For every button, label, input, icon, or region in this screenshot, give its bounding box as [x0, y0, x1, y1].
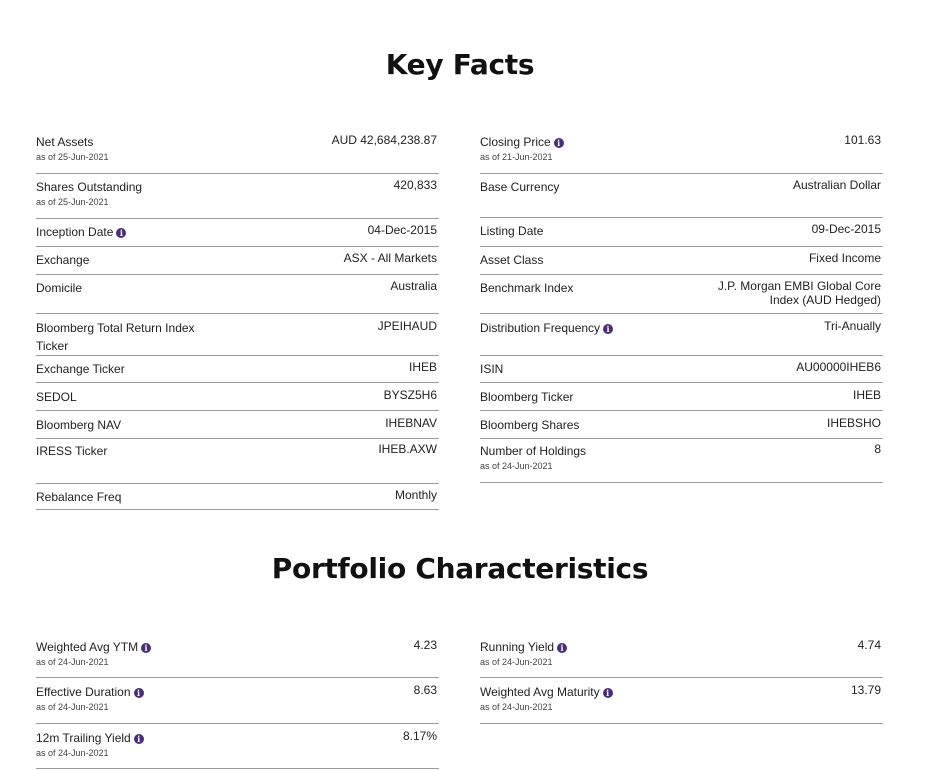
fact-value: 13.79 [850, 683, 881, 697]
fact-label: Rebalance Freq [36, 490, 122, 504]
as-of-date: as of 24-Jun-2021 [480, 657, 553, 667]
fact-row-weighted-avg-ytm [36, 638, 439, 678]
fact-label: Running Yield [480, 640, 555, 654]
fact-row-domicile [36, 279, 439, 314]
fact-value: Tri-Anually [824, 319, 881, 333]
fact-label: Effective Duration [36, 685, 131, 699]
as-of-date: as of 24-Jun-2021 [36, 748, 109, 758]
fact-label-group [480, 178, 730, 196]
fact-row-bloomberg-shares [480, 416, 883, 439]
fact-label: Number of Holdings [480, 444, 587, 458]
fact-label-group [36, 683, 286, 713]
fact-label-group [36, 360, 286, 378]
fact-label-group [36, 729, 286, 759]
portfolio-characteristics-title: Portfolio Characteristics [271, 552, 649, 585]
fact-row-shares-outstanding [36, 178, 439, 219]
fact-row-isin [480, 360, 883, 383]
fact-row-listing-date [480, 222, 883, 247]
fact-label-group [480, 638, 730, 668]
fact-label-group [480, 133, 730, 163]
as-of-date: as of 25-Jun-2021 [36, 197, 109, 207]
fact-label: Closing Price [480, 135, 551, 149]
key-facts-title: Key Facts [385, 48, 535, 81]
fact-label: Bloomberg Total Return Index Ticker [36, 321, 195, 353]
fact-label: Bloomberg NAV [36, 418, 122, 432]
fact-value: JPEIHAUD [377, 319, 437, 333]
fact-label: Exchange [36, 253, 90, 267]
fact-row-asset-class [480, 251, 883, 275]
fact-row-exchange [36, 251, 439, 275]
fact-value: 09-Dec-2015 [811, 222, 881, 236]
fact-label-group [480, 251, 730, 269]
fact-label-group [480, 279, 730, 297]
fact-label: Domicile [36, 281, 83, 295]
fact-value: IHEBNAV [385, 416, 437, 430]
fact-label: Shares Outstanding [36, 180, 143, 194]
fact-label-group [36, 133, 286, 163]
fact-value: Fixed Income [808, 251, 881, 265]
fact-row-inception-date [36, 223, 439, 247]
fact-value: Monthly [394, 488, 437, 502]
fact-value: 8 [874, 442, 881, 456]
fact-value: 101.63 [844, 133, 881, 147]
fact-row-bloomberg-total-return-index-ticker [36, 319, 439, 356]
info-icon[interactable]: i [134, 688, 144, 698]
fact-row-closing-price [480, 133, 883, 174]
fact-row-bloomberg-ticker [480, 388, 883, 411]
fact-label: ISIN [480, 362, 504, 376]
fact-row-distribution-frequency [480, 319, 883, 356]
fact-label-group [480, 683, 730, 713]
fact-label-group [36, 416, 286, 434]
info-icon[interactable]: i [603, 324, 613, 334]
fact-label-group [36, 638, 286, 668]
fact-label: IRESS Ticker [36, 444, 108, 458]
as-of-date: as of 24-Jun-2021 [480, 702, 553, 712]
fact-label: Exchange Ticker [36, 362, 125, 376]
fact-label-group [480, 416, 730, 434]
fact-value: 8.63 [413, 683, 437, 697]
as-of-date: as of 21-Jun-2021 [480, 152, 553, 162]
fact-label: Inception Date [36, 225, 114, 239]
fact-value: AU00000IHEB6 [796, 360, 881, 374]
fact-row-running-yield [480, 638, 883, 678]
fact-row-sedol [36, 388, 439, 411]
fact-row-12m-trailing-yield [36, 729, 439, 769]
fact-row-number-of-holdings [480, 442, 883, 483]
fact-label: Asset Class [480, 253, 544, 267]
fact-label-group [36, 488, 286, 506]
fact-label-group [36, 251, 286, 269]
fact-value: 420,833 [393, 178, 437, 192]
fact-label: Distribution Frequency [480, 321, 601, 335]
fact-value: 4.23 [413, 638, 437, 652]
as-of-date: as of 24-Jun-2021 [36, 657, 109, 667]
fact-label: SEDOL [36, 390, 77, 404]
fact-row-iress-ticker [36, 442, 439, 484]
fact-label-group [36, 319, 226, 355]
fact-row-exchange-ticker [36, 360, 439, 383]
fact-label-group [480, 360, 730, 378]
info-icon[interactable]: i [116, 228, 126, 238]
fact-label: Weighted Avg Maturity [480, 685, 600, 699]
as-of-date: as of 25-Jun-2021 [36, 152, 109, 162]
fact-label: Net Assets [36, 135, 94, 149]
info-icon[interactable]: i [603, 688, 613, 698]
fact-label-group [36, 442, 286, 460]
fact-label-group [480, 222, 730, 240]
fact-label-group [480, 388, 730, 406]
info-icon[interactable]: i [557, 643, 567, 653]
fact-label-group [36, 279, 286, 297]
fact-value: 8.17% [402, 729, 437, 743]
fact-value: IHEB [408, 360, 437, 374]
as-of-date: as of 24-Jun-2021 [36, 702, 109, 712]
fact-value: Australia [390, 279, 437, 293]
fact-value: IHEBSHO [826, 416, 881, 430]
fact-value: IHEB.AXW [378, 442, 437, 456]
fact-value: 04-Dec-2015 [367, 223, 437, 237]
fact-value: ASX - All Markets [343, 251, 437, 265]
info-icon[interactable]: i [141, 643, 151, 653]
fact-label: Bloomberg Ticker [480, 390, 574, 404]
fact-row-weighted-avg-maturity [480, 683, 883, 724]
fact-label: Listing Date [480, 224, 544, 238]
fact-label: Base Currency [480, 180, 560, 194]
fact-label-group [480, 442, 730, 472]
fact-value: J.P. Morgan EMBI Global Core Index (AUD Hedged) [717, 279, 881, 307]
fact-label: 12m Trailing Yield [36, 731, 131, 745]
fact-row-rebalance-freq [36, 488, 439, 510]
fact-label: Weighted Avg YTM [36, 640, 139, 654]
fact-label: Bloomberg Shares [480, 418, 580, 432]
info-icon[interactable]: i [134, 734, 144, 744]
info-icon[interactable]: i [554, 138, 564, 148]
as-of-date: as of 24-Jun-2021 [480, 461, 553, 471]
fact-value: AUD 42,684,238.87 [331, 133, 437, 147]
fact-row-bloomberg-nav [36, 416, 439, 439]
fact-label-group [36, 178, 286, 208]
fact-label: Benchmark Index [480, 281, 574, 295]
fact-label-group [480, 319, 730, 337]
fact-row-effective-duration [36, 683, 439, 724]
fact-label-group [36, 223, 286, 241]
fact-label-group [36, 388, 286, 406]
fact-value: 4.74 [857, 638, 881, 652]
fact-value: BYSZ5H6 [383, 388, 437, 402]
fact-row-net-assets [36, 133, 439, 174]
fact-value: Australian Dollar [792, 178, 881, 192]
fact-value: IHEB [852, 388, 881, 402]
fact-row-benchmark-index [480, 279, 883, 314]
fact-row-base-currency [480, 178, 883, 218]
